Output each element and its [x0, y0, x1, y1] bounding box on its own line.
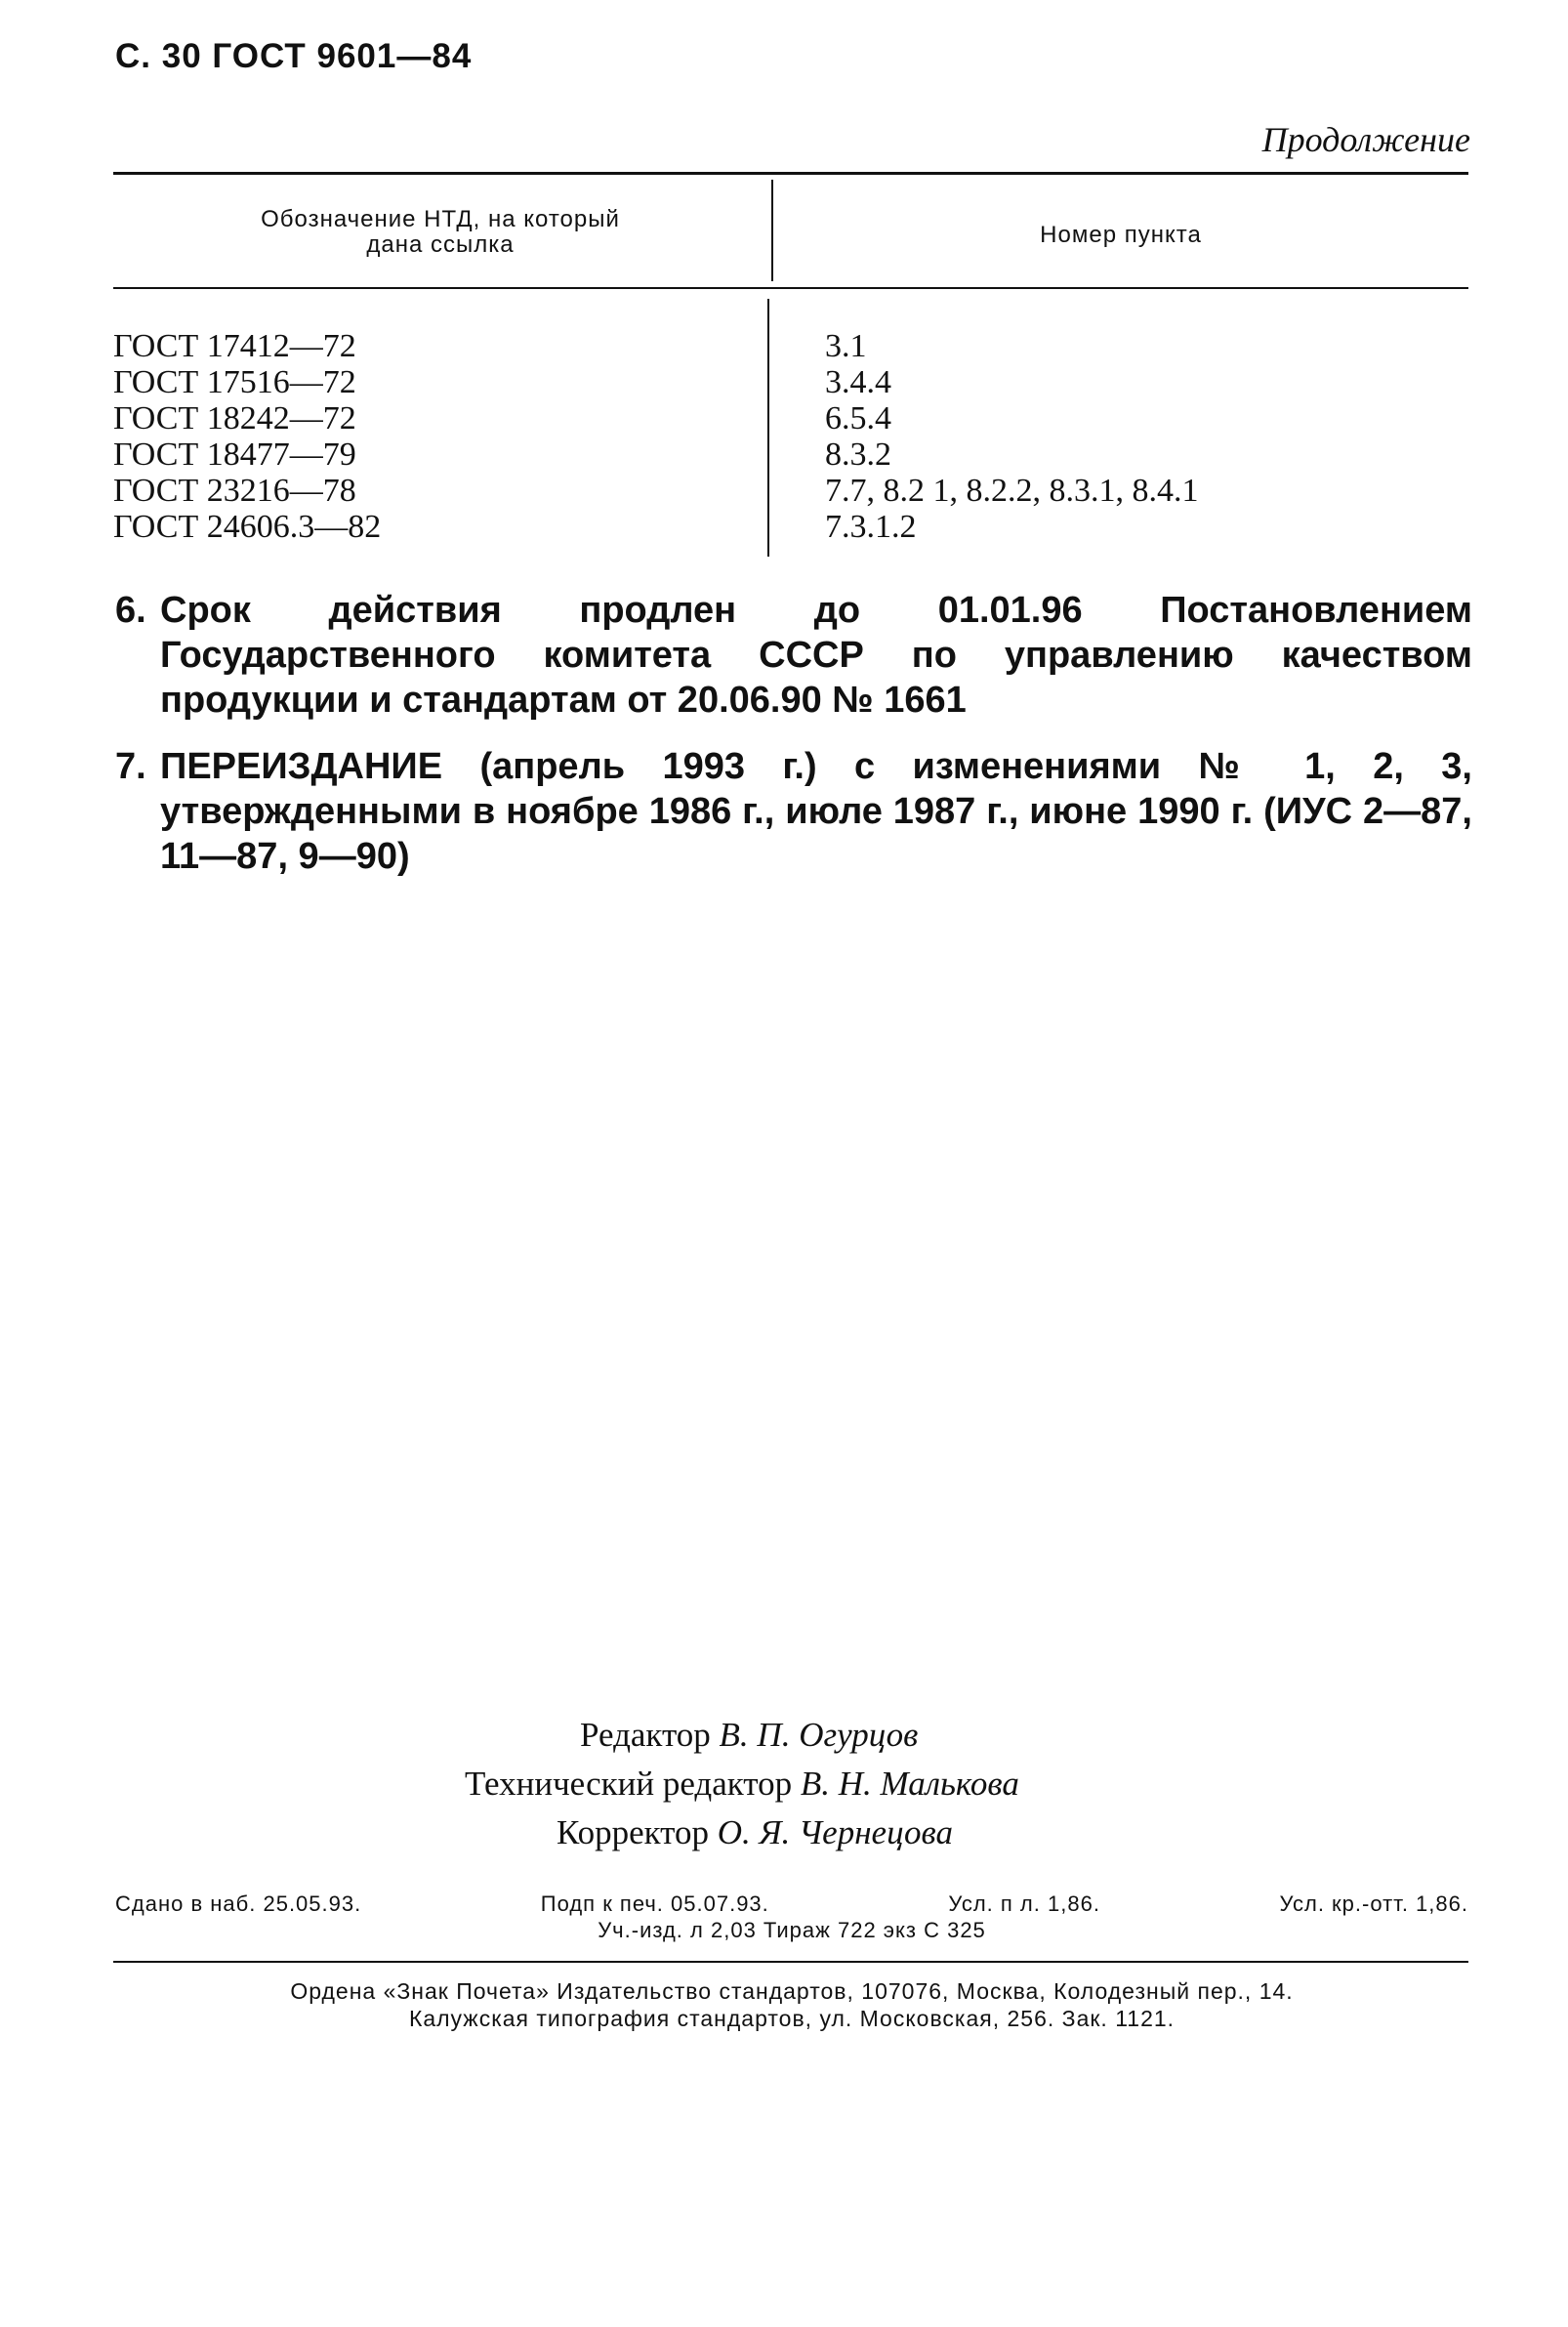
credit-role: Корректор	[557, 1813, 710, 1851]
table-body-divider	[767, 299, 769, 557]
note-number: 6.	[115, 590, 146, 631]
page-header: С. 30 ГОСТ 9601—84	[115, 37, 473, 75]
table-top-rule	[113, 172, 1468, 175]
credit-name: В. Н. Малькова	[800, 1765, 1019, 1803]
credit-proofreader	[557, 1808, 953, 1857]
column-header-reference: Обозначение НТД, на который дана ссылка	[261, 206, 620, 258]
imprint-item: Сдано в наб. 25.05.93.	[115, 1891, 362, 1916]
publisher-info	[115, 1977, 1468, 2032]
table-row-reference: ГОСТ 23216—78	[113, 473, 356, 509]
credit-role: Редактор	[580, 1716, 711, 1754]
note-validity	[115, 588, 1472, 723]
credit-role: Технический редактор	[465, 1765, 793, 1803]
note-number: 7.	[115, 746, 146, 787]
table-row-clause: 3.1	[825, 328, 867, 364]
imprint-rule	[113, 1961, 1468, 1963]
table-header-rule	[113, 287, 1468, 289]
table-row-clause: 8.3.2	[825, 436, 891, 473]
credit-name: О. Я. Чернецова	[717, 1813, 953, 1851]
imprint-item: Усл. п л. 1,86.	[948, 1891, 1100, 1916]
note-text: Срок действия продлен до 01.01.96 Постановлением Государственного комитета СССР по управлению качеством продукции и стандартам от 20.06.90 № 1661	[160, 590, 1472, 721]
table-row-reference: ГОСТ 17412—72	[113, 328, 356, 364]
column-header-clause: Номер пункта	[1040, 222, 1202, 248]
publisher-line: Ордена «Знак Почета» Издательство стандартов, 107076, Москва, Колодезный пер., 14.	[290, 1978, 1294, 2004]
table-row-clause: 6.5.4	[825, 400, 891, 436]
table-row-reference: ГОСТ 18242—72	[113, 400, 356, 436]
note-text: ПЕРЕИЗДАНИЕ (апрель 1993 г.) с изменениями № 1, 2, 3, утвержденными в ноябре 1986 г., июле 1987 г., июне 1990 г. (ИУС 2—87, 11—87, 9—90)	[160, 746, 1472, 877]
imprint-item: Усл. кр.-отт. 1,86.	[1279, 1891, 1468, 1916]
table-row-reference: ГОСТ 24606.3—82	[113, 509, 382, 545]
table-row-clause: 7.7, 8.2 1, 8.2.2, 8.3.1, 8.4.1	[825, 473, 1199, 509]
table-row-reference: ГОСТ 17516—72	[113, 364, 356, 400]
publisher-line: Калужская типография стандартов, ул. Московская, 256. Зак. 1121.	[408, 2006, 1176, 2031]
table-row-clause: 3.4.4	[825, 364, 891, 400]
credit-editor	[580, 1711, 918, 1760]
credit-name: В. П. Огурцов	[719, 1716, 919, 1754]
imprint-line-2: Уч.-изд. л 2,03 Тираж 722 экз С 325	[598, 1918, 986, 1942]
credit-tech-editor	[465, 1760, 1019, 1808]
continuation-label: Продолжение	[1261, 120, 1470, 159]
imprint-item: Подп к печ. 05.07.93.	[540, 1891, 769, 1916]
table-row-reference: ГОСТ 18477—79	[113, 436, 356, 473]
table-row-clause: 7.3.1.2	[825, 509, 917, 545]
reference-list	[113, 328, 381, 545]
note-reissue	[115, 744, 1472, 879]
imprint	[115, 1891, 1468, 1943]
imprint-line-1	[115, 1891, 1468, 1917]
clause-list	[825, 328, 1199, 545]
